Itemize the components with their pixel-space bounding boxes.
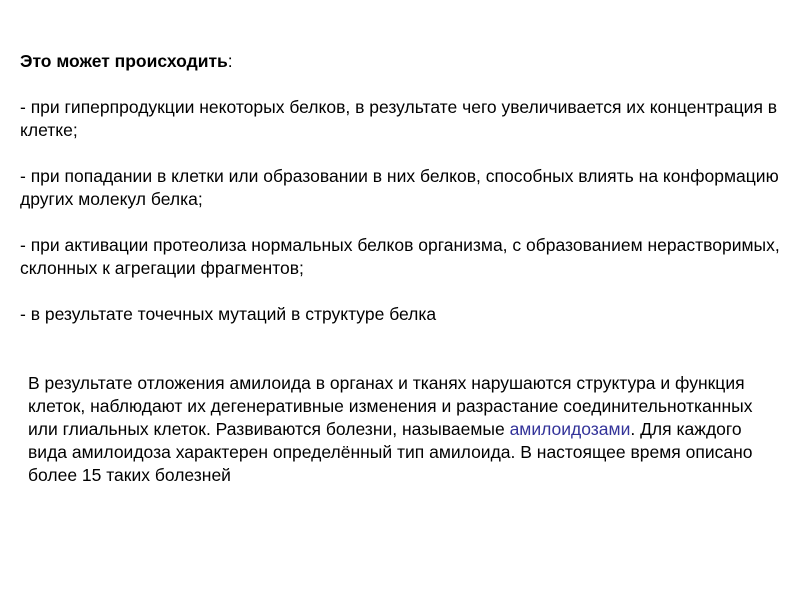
cause-item-3: - при активации протеолиза нормальных белков организма, с образованием нерастворимых, склонных к агрегации фрагментов;: [20, 235, 780, 278]
amyloidosis-text-block: [28, 372, 778, 487]
causes-heading-colon: :: [227, 51, 233, 71]
amyloidosis-text-after: . Для каждого вида амилоидоза характерен определённый тип амилоида. В настоящее время описано более 15 таких болезней: [28, 419, 753, 485]
amyloidosis-text-before: В результате отложения амилоида в органах и тканях нарушаются структура и функция клеток, наблюдают их дегенеративные изменения и разрастание соединительнотканных или глиальных клеток. Развиваются болезни, называемые: [28, 373, 753, 439]
cause-item-2: - при попадании в клетки или образовании в них белков, способных влиять на конформацию других молекул белка;: [20, 166, 779, 209]
amyloidosis-paragraph: [28, 372, 778, 487]
causes-heading: [20, 50, 780, 73]
causes-text-block: [20, 50, 780, 326]
cause-item-4: - в результате точечных мутаций в структуре белка: [20, 304, 437, 324]
cause-item-1: - при гиперпродукции некоторых белков, в результате чего увеличивается их концентрация в клетке;: [20, 97, 778, 140]
amyloidosis-term-link[interactable]: амилоидозами: [509, 419, 631, 439]
causes-heading-bold: Это может происходить: [20, 51, 228, 71]
